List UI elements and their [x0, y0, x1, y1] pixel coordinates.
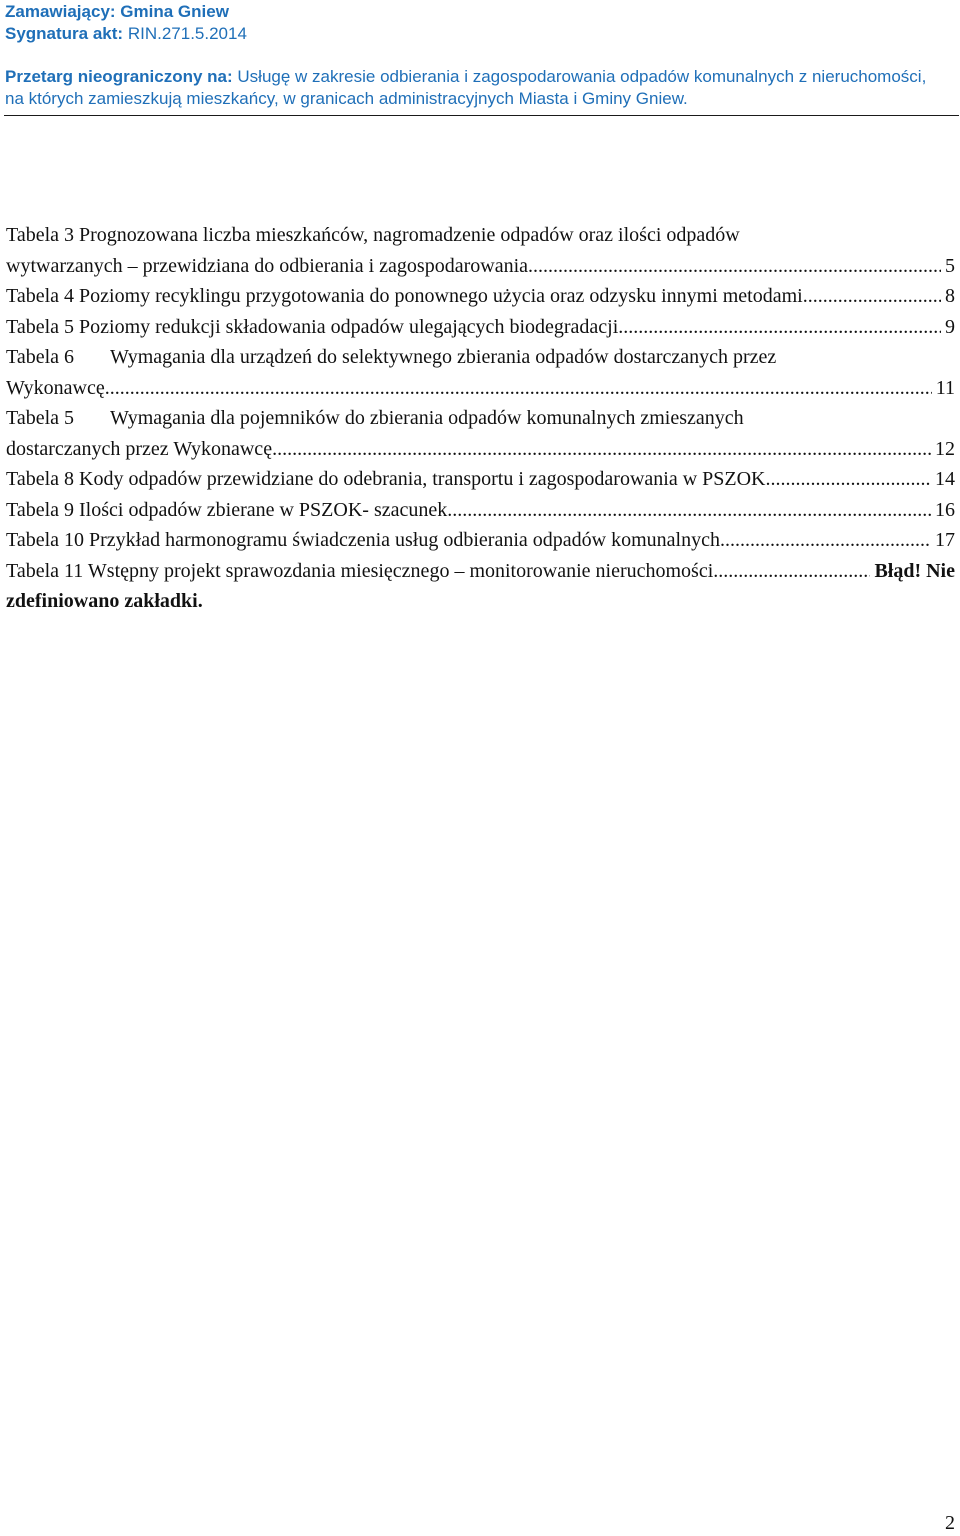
toc-leader-dots: [277, 434, 931, 465]
toc-page-number: 9: [945, 315, 955, 338]
toc-error-continuation: zdefiniowano zakładki.: [6, 590, 203, 612]
toc-entry-tabela-3[interactable]: [6, 220, 955, 281]
toc-entry-tabela-10[interactable]: [6, 525, 955, 556]
tender-description-1: Usługę w zakresie odbierania i zagospodarowania odpadów komunalnych z nieruchomości,: [237, 67, 927, 86]
toc-page-number: 16: [935, 498, 955, 521]
toc-entry-text: Tabela 5 Poziomy redukcji składowania odpadów ulegających biodegradacji.: [6, 315, 624, 338]
toc-entry-text: Tabela 10 Przykład harmonogramu świadczenia usług odbierania odpadów komunalnych: [6, 529, 720, 551]
header-tender-line-2: [5, 88, 688, 110]
toc-entry-tabela-5-redukcja[interactable]: [6, 312, 955, 343]
toc-entry-text: wytwarzanych – przewidziana do odbierania i zagospodarowania: [6, 254, 529, 277]
toc-entry-tabela-6[interactable]: [6, 342, 955, 403]
table-of-tables: [6, 220, 955, 617]
toc-page-number: 14: [935, 468, 955, 490]
toc-entry-tabela-9[interactable]: [6, 495, 955, 526]
header-divider: [4, 115, 959, 116]
toc-entry-text: Tabela 9 Ilości odpadów zbierane w PSZOK- szacunek.: [6, 498, 453, 521]
toc-entry-text: Tabela 3 Prognozowana liczba mieszkańców, nagromadzenie odpadów oraz ilości odpadów: [6, 224, 740, 246]
toc-leader-dots: [452, 495, 931, 526]
tender-label: Przetarg nieograniczony na:: [5, 67, 233, 86]
toc-entry-tabela-11[interactable]: [6, 556, 955, 617]
tender-description-2: na których zamieszkują mieszkańcy, w granicach administracyjnych Miasta i Gminy Gniew.: [5, 89, 688, 108]
toc-leader-dots: [623, 312, 941, 343]
toc-leader-dots: [110, 373, 932, 404]
page-number: 2: [945, 1512, 955, 1534]
toc-entry-tabela-5-pojemniki[interactable]: [6, 403, 955, 464]
toc-entry-text: Wymagania dla urządzeń do selektywnego zbierania odpadów dostarczanych przez: [110, 346, 777, 368]
toc-entry-tabela-8[interactable]: [6, 464, 955, 495]
contracting-authority-value: Gmina Gniew: [120, 2, 229, 21]
case-reference-label: Sygnatura akt:: [5, 24, 124, 43]
toc-page-number: 11: [935, 376, 955, 399]
toc-leader-dots: [713, 556, 870, 587]
contracting-authority-label: Zamawiający:: [5, 2, 116, 21]
toc-page-number: 17: [935, 529, 955, 551]
toc-leader-dots: [528, 251, 941, 282]
toc-entry-text: Tabela 11 Wstępny projekt sprawozdania miesięcznego – monitorowanie nieruchomości: [6, 559, 714, 582]
toc-entry-text: Wymagania dla pojemników do zbierania odpadów komunalnych zmieszanych: [110, 407, 744, 429]
toc-entry-text: Wykonawcę.: [6, 376, 110, 399]
toc-page-error: Błąd! Nie: [874, 559, 955, 582]
toc-page-number: 12: [935, 437, 955, 460]
header-tender-line-1: [5, 66, 926, 88]
toc-entry-text: dostarczanych przez Wykonawcę.: [6, 437, 278, 460]
toc-entry-label: Tabela 5: [6, 407, 75, 429]
toc-page-number: 5: [945, 254, 955, 277]
toc-entry-text: Tabela 8 Kody odpadów przewidziane do odebrania, transportu i zagospodarowania w PSZOK: [6, 468, 766, 490]
toc-leader-dots: [720, 525, 931, 556]
header-case-reference: [5, 23, 247, 45]
toc-entry-text: Tabela 4 Poziomy recyklingu przygotowania do ponownego użycia oraz odzysku innymi metodami.: [6, 285, 808, 307]
toc-leader-dots: [766, 464, 932, 495]
toc-entry-tabela-4[interactable]: [6, 281, 955, 312]
header-contracting-authority: [5, 1, 229, 23]
toc-page-number: 8: [945, 285, 955, 307]
case-reference-value: RIN.271.5.2014: [127, 24, 247, 43]
toc-entry-label: Tabela 6: [6, 346, 75, 368]
toc-leader-dots: [808, 281, 941, 312]
